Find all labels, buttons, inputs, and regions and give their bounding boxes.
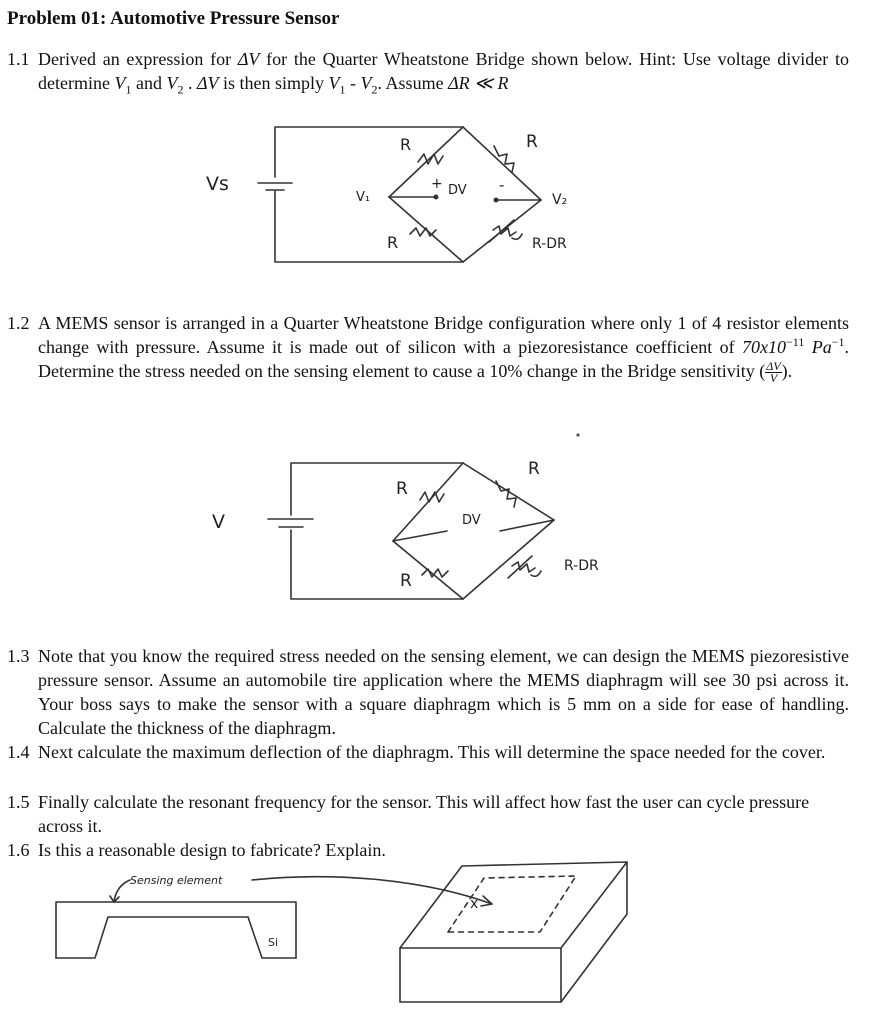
- problem-text: Derived an expression for ΔV for the Quarter Wheatstone Bridge shown below. Hint: Use voltage divider to determine $V_1$ and $V_2$ . ΔV is then simply $V_1 - V_2$. Assume ΔR ≪ R: [38, 49, 849, 97]
- problem-text: Finally calculate the resonant frequency for the sensor. This will affect how fast the user can cycle pressure across it.: [38, 792, 810, 836]
- problem-text: A MEMS sensor is arranged in a Quarter Wheatstone Bridge configuration where only 1 of 4 resistor elements change with pressure. Assume it is made out of silicon with a piezoresistance coefficient of $70x10^{-11}$ $Pa^{-1}$. Determine the stress needed on the sensing element to cause a 10% change in the Bridge sensitivity ( $\frac{\Delta V}{V}$ ).: [38, 313, 850, 386]
- r-bottom-left-label: R: [400, 571, 412, 591]
- sensing-element-label: Sensing element: [130, 874, 223, 887]
- problem-number: 1.5: [7, 792, 30, 812]
- x-mark: x: [470, 896, 479, 912]
- problem-number: 1.2: [7, 313, 30, 333]
- r-bottom-left-label: R: [387, 233, 399, 252]
- v-label: V: [212, 511, 225, 533]
- r-top-right-label: R: [528, 459, 540, 479]
- plus-label: +: [431, 176, 443, 192]
- r-bottom-right-label: R-DR: [532, 236, 567, 252]
- problem-title: Problem 01: Automotive Pressure Sensor: [7, 8, 340, 29]
- problem-text: Next calculate the maximum deflection of the diaphragm. This will determine the space needed for the cover.: [38, 742, 826, 762]
- problem-number: 1.3: [7, 646, 30, 666]
- r-bottom-right-label: R-DR: [564, 558, 599, 574]
- si-label: Si: [268, 936, 279, 949]
- vs-label: Vs: [206, 173, 229, 195]
- problem-number: 1.6: [7, 840, 30, 860]
- dv-label: DV: [448, 183, 467, 198]
- r-top-right-label: R: [526, 132, 538, 152]
- v1-label: V₁: [356, 190, 371, 205]
- dv-label: DV: [462, 513, 481, 528]
- v2-label: V₂: [552, 192, 568, 208]
- problem-text: Note that you know the required stress needed on the sensing element, we can design the MEMS piezoresistive pressure sensor. Assume an automobile tire application where the MEMS diaphragm will see 30 psi across it. Your boss says to make the sensor with a square diaphragm which is 5 mm on a side for ease of handling. Calculate the thickness of the diaphragm.: [38, 646, 849, 738]
- r-top-left-label: R: [396, 479, 408, 499]
- problem-text: Is this a reasonable design to fabricate? Explain.: [38, 840, 386, 860]
- r-top-left-label: R: [400, 135, 412, 154]
- problem-number: 1.4: [7, 742, 30, 762]
- problem-number: 1.1: [7, 49, 30, 69]
- minus-label: -: [499, 176, 505, 194]
